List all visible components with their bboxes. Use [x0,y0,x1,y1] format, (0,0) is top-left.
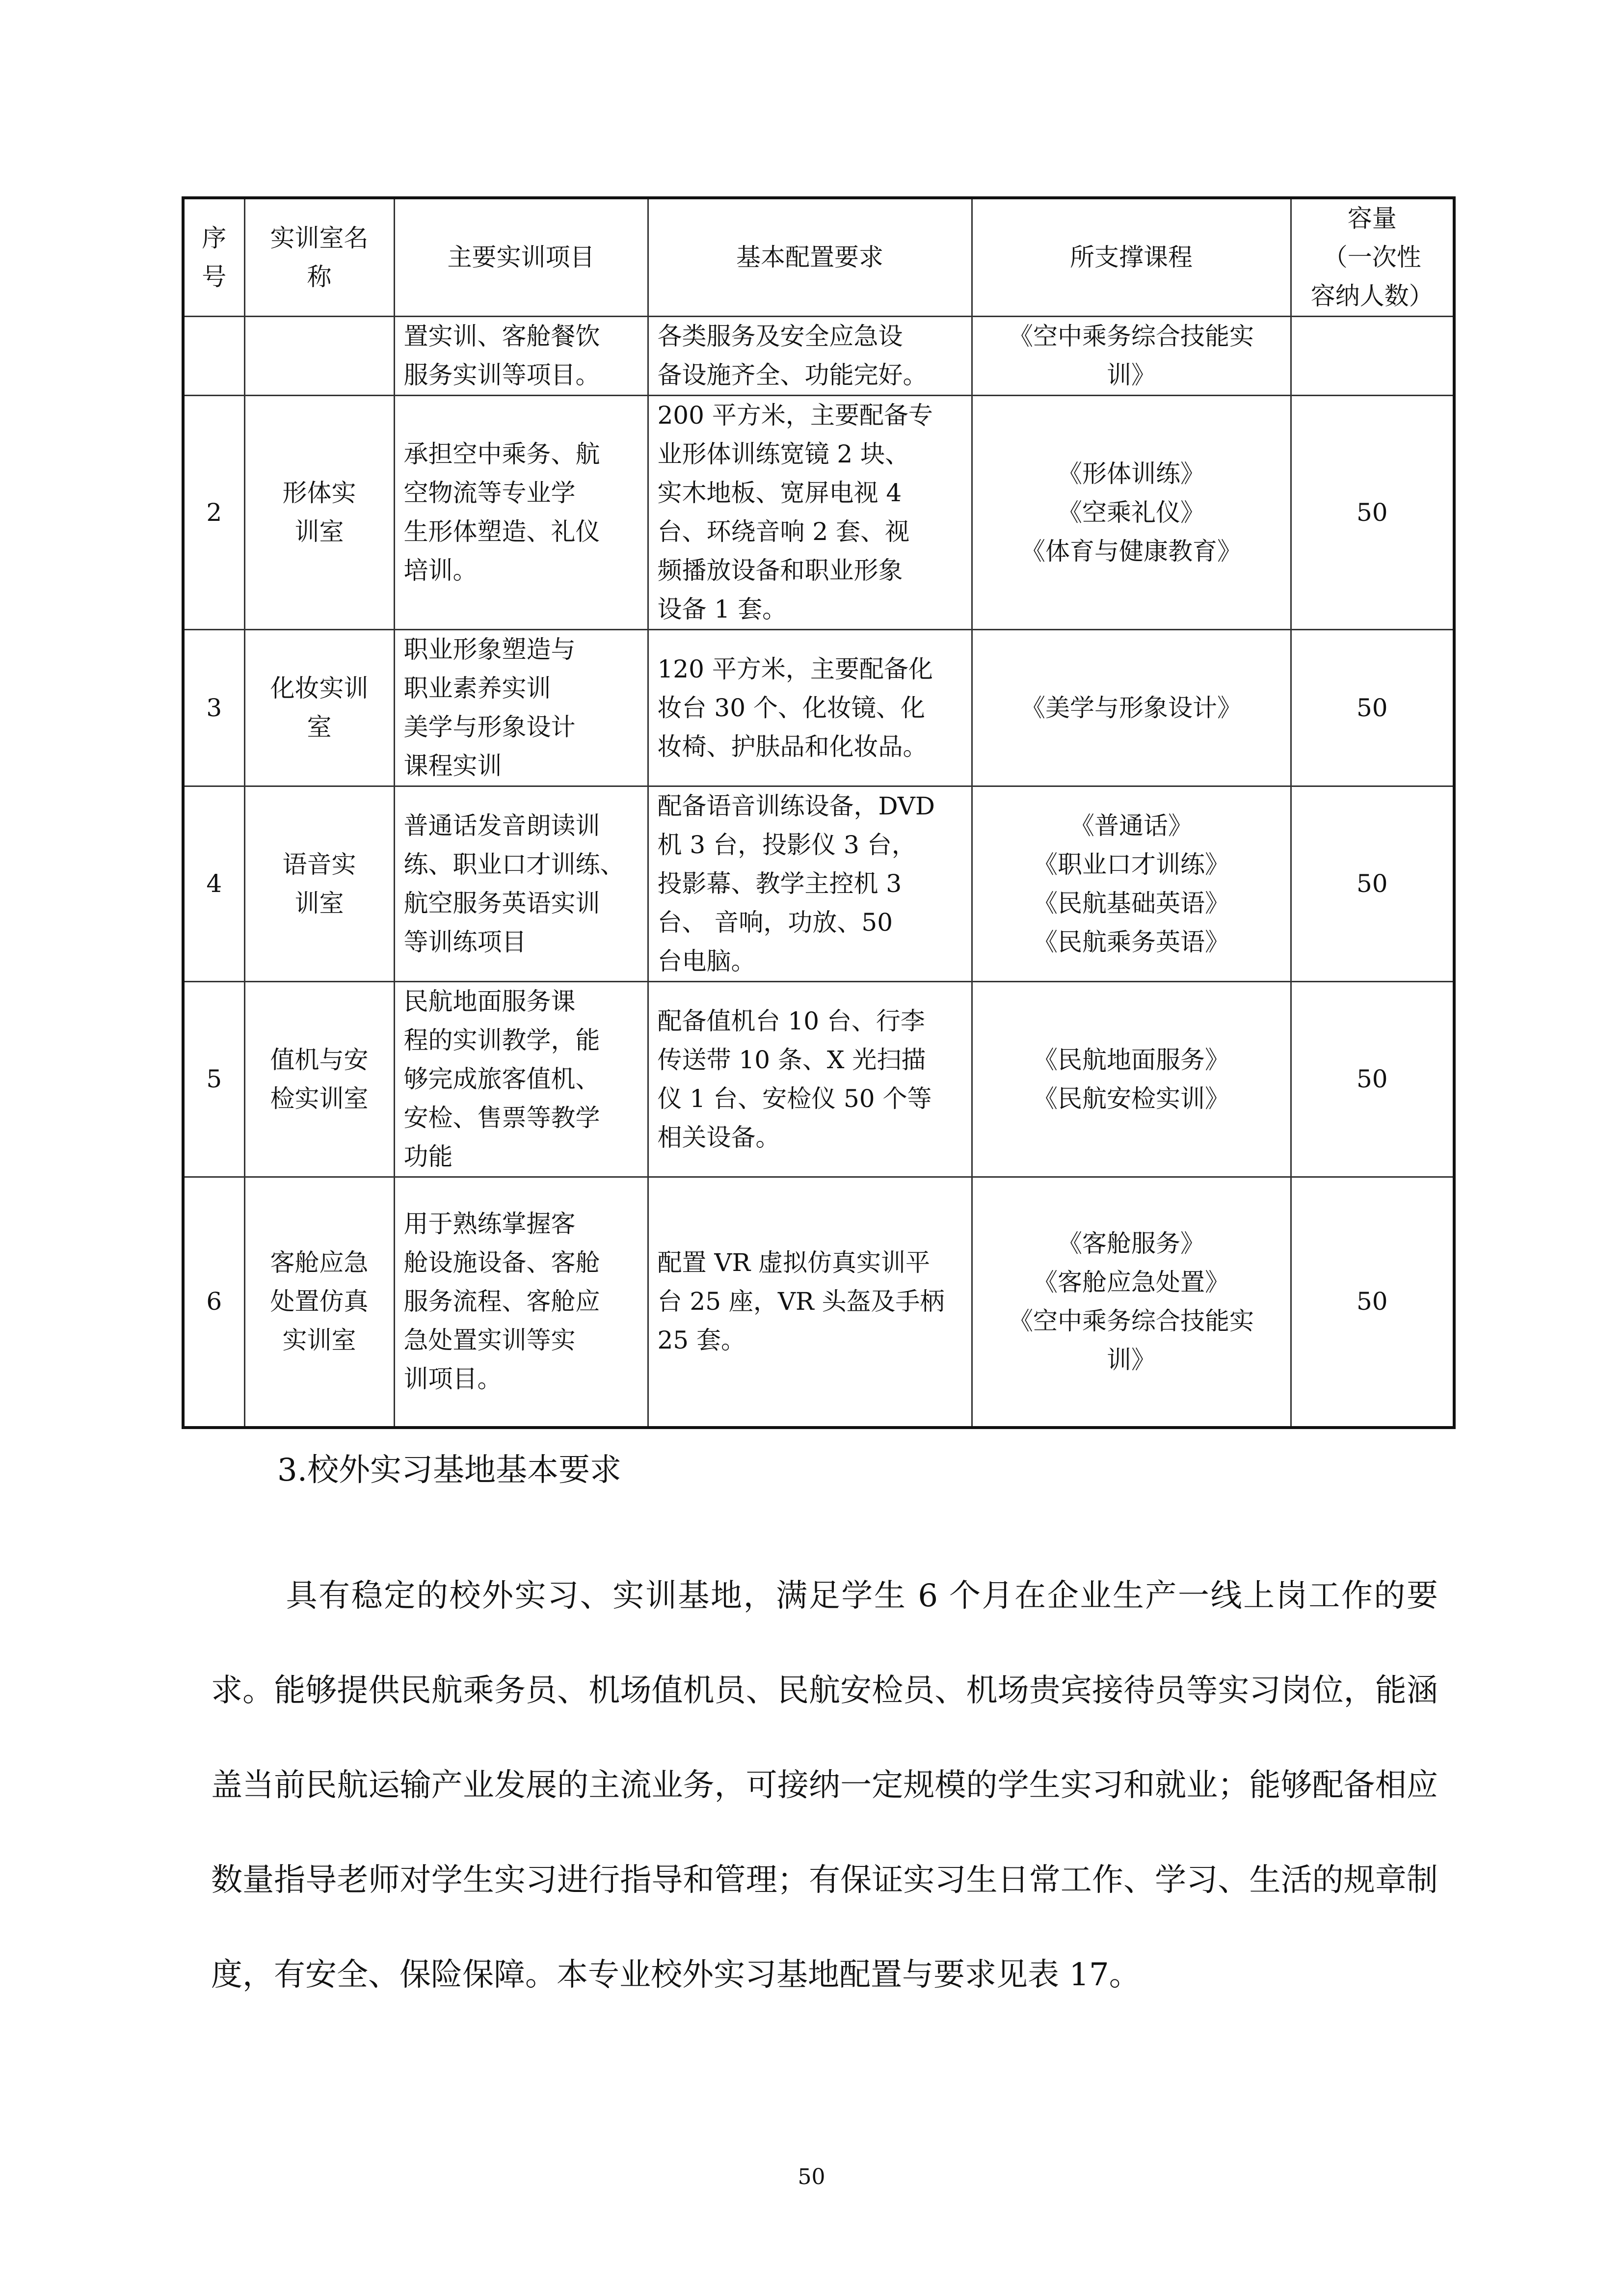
cell-config: 配备值机台 10 台、行李 传送带 10 条、X 光扫描 仪 1 台、安检仪 50 个等 相关设备。 [648,982,972,1177]
cell-config: 配置 VR 虚拟仿真实训平 台 25 座，VR 头盔及手柄 25 套。 [648,1177,972,1428]
training-room-table [182,196,1456,1429]
cell-projects: 普通话发音朗读训 练、职业口才训练、 航空服务英语实训 等训练项目 [394,786,648,982]
cell-config: 各类服务及安全应急设 备设施齐全、功能完好。 [648,317,972,396]
cell-projects: 用于熟练掌握客 舱设施设备、客舱 服务流程、客舱应 急处置实训等实 训项目。 [394,1177,648,1428]
cell-courses: 《空中乘务综合技能实 训》 [972,317,1291,396]
cell-capacity: 50 [1291,396,1454,630]
cell-projects: 职业形象塑造与 职业素养实训 美学与形象设计 课程实训 [394,630,648,786]
paragraph-text: 具有稳定的校外实习、实训基地，满足学生 6 个月在企业生产一线上岗工作的要求。能够提供民航乘务员、机场值机员、民航安检员、机场贵宾接待员等实习岗位，能涵盖当前民航运输产业发展的主流业务，可接纳一定规模的学生实习和就业；能够配备相应数量指导老师对学生实习进行指导和管理；有保证实习生日常工作、学习、生活的规章制度，有安全、保险保障。本专业校外实习基地配置与要求见表 17。 [211,1578,1438,1993]
cell-room-name: 形体实 训室 [244,396,394,630]
cell-capacity: 50 [1291,630,1454,786]
cell-serial: 4 [183,786,244,982]
cell-config: 配备语音训练设备，DVD 机 3 台，投影仪 3 台， 投影幕、教学主控机 3 台、 音响，功放、50 台电脑。 [648,786,972,982]
header-courses: 所支撑课程 [972,198,1291,317]
cell-room-name: 语音实 训室 [244,786,394,982]
page-number: 50 [798,2164,825,2189]
cell-capacity: 50 [1291,1177,1454,1428]
cell-projects: 置实训、客舱餐饮 服务实训等项目。 [394,317,648,396]
header-projects: 主要实训项目 [394,198,648,317]
cell-config: 120 平方米，主要配备化 妆台 30 个、化妆镜、化 妆椅、护肤品和化妆品。 [648,630,972,786]
cell-courses: 《普通话》 《职业口才训练》 《民航基础英语》 《民航乘务英语》 [972,786,1291,982]
table-header-row [183,198,1454,317]
table-row [183,317,1454,396]
cell-serial: 3 [183,630,244,786]
cell-courses: 《形体训练》 《空乘礼仪》 《体育与健康教育》 [972,396,1291,630]
header-capacity: 容量 （一次性 容纳人数） [1291,198,1454,317]
cell-serial [183,317,244,396]
cell-room-name: 值机与安 检实训室 [244,982,394,1177]
table-row [183,982,1454,1177]
cell-serial: 6 [183,1177,244,1428]
cell-projects: 民航地面服务课 程的实训教学，能 够完成旅客值机、 安检、售票等教学 功能 [394,982,648,1177]
cell-capacity: 50 [1291,982,1454,1177]
cell-room-name: 化妆实训 室 [244,630,394,786]
header-config: 基本配置要求 [648,198,972,317]
cell-serial: 5 [183,982,244,1177]
table-row [183,1177,1454,1428]
cell-config: 200 平方米，主要配备专 业形体训练宽镜 2 块、 实木地板、宽屏电视 4 台、环绕音响 2 套、视 频播放设备和职业形象 设备 1 套。 [648,396,972,630]
cell-projects: 承担空中乘务、航 空物流等专业学 生形体塑造、礼仪 培训。 [394,396,648,630]
header-serial: 序 号 [183,198,244,317]
table-row [183,630,1454,786]
table-row [183,786,1454,982]
cell-capacity: 50 [1291,786,1454,982]
header-room-name: 实训室名 称 [244,198,394,317]
table-row [183,396,1454,630]
cell-courses: 《客舱服务》 《客舱应急处置》 《空中乘务综合技能实 训》 [972,1177,1291,1428]
cell-courses: 《民航地面服务》 《民航安检实训》 [972,982,1291,1177]
cell-courses: 《美学与形象设计》 [972,630,1291,786]
cell-room-name: 客舱应急 处置仿真 实训室 [244,1177,394,1428]
body-paragraph [211,1549,1438,2023]
cell-capacity [1291,317,1454,396]
cell-serial: 2 [183,396,244,630]
cell-room-name [244,317,394,396]
section-heading: 3.校外实习基地基本要求 [277,1452,622,1488]
